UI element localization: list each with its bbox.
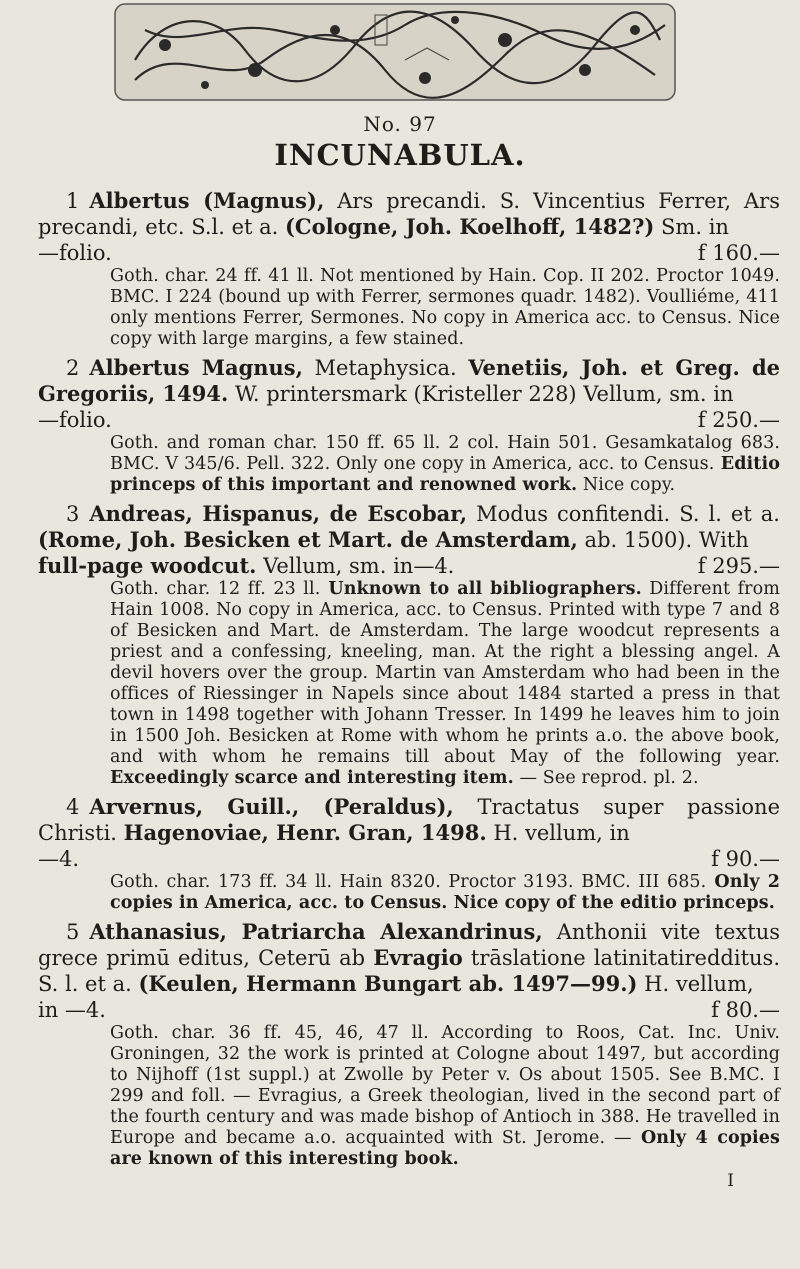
- entry-author: Albertus Magnus,: [89, 355, 303, 380]
- catalogue-entry-3: [38, 501, 780, 789]
- entry-format-text: H. vellum,: [637, 972, 754, 996]
- entry-heading: [38, 501, 780, 553]
- entry-imprint: (Rome, Joh. Besicken et Mart. de Amsterdam,: [38, 527, 578, 552]
- entry-title: Tractatus super passione Christi.: [38, 795, 781, 845]
- entry-notes: [110, 433, 780, 496]
- entry-notes-highlight: Only 4 copies are known of this interesting book.: [110, 1128, 780, 1169]
- entry-notes-highlight: Only 2 copies in America, acc. to Census. Nice copy of the editio princeps.: [110, 872, 780, 913]
- entry-price-line: [38, 553, 780, 579]
- entry-price: f 90.—: [711, 847, 780, 871]
- entry-format-highlight: full-page woodcut.: [38, 553, 257, 578]
- entry-notes: [110, 1023, 780, 1170]
- entry-notes-text: Goth. char. 173 ff. 34 ll. Hain 8320. Proctor 3193. BMC. III 685.: [110, 872, 707, 892]
- entry-format: —4.: [38, 847, 80, 871]
- entry-number: 2: [66, 356, 80, 380]
- entry-number: 5: [66, 920, 80, 944]
- catalogue-entry-4: [38, 794, 780, 914]
- entry-format: in —4.: [38, 998, 106, 1022]
- entry-heading: [38, 188, 780, 240]
- entry-imprint: Venetiis, Joh. et Greg. de Gregoriis, 1494.: [38, 355, 781, 406]
- signature-mark: I: [727, 1171, 734, 1191]
- entry-format-text: H. vellum, in: [486, 821, 630, 845]
- entry-title: Ars precandi. S. Vincentius Ferrer, Ars precandi, etc. S.l. et a.: [38, 189, 780, 239]
- decorative-ornament-banner: [105, 0, 685, 105]
- entry-title-cont: trāslatione latinitatiredditus. S. l. et a.: [38, 946, 780, 996]
- entry-author: Albertus (Magnus),: [89, 188, 325, 213]
- entry-price-line: [38, 407, 780, 433]
- entry-price: f 160.—: [697, 241, 780, 265]
- entry-imprint: (Cologne, Joh. Koelhoff, 1482?): [285, 214, 655, 239]
- entry-price-line: [38, 846, 780, 872]
- entry-imprint: Hagenoviae, Henr. Gran, 1498.: [123, 820, 487, 845]
- entry-translator: Evragio: [373, 945, 463, 970]
- entry-heading: [38, 794, 780, 846]
- entry-price: f 295.—: [697, 554, 780, 578]
- entry-notes-highlight: Editio princeps of this important and renowned work.: [110, 454, 781, 495]
- catalogue-entry-1: [38, 188, 780, 350]
- entry-number: 3: [66, 502, 80, 526]
- entry-notes-tail: — See reprod. pl. 2.: [513, 768, 699, 788]
- entry-notes-text: Goth. char. 12 ff. 23 ll.: [110, 579, 321, 599]
- entry-price: f 80.—: [711, 998, 780, 1022]
- entry-notes-body: Different from Hain 1008. No copy in America, acc. to Census. Printed with type 7 and 8 of Besicken and Mart. de Amsterdam. The large woodcut represents a priest and a confessing, kneeling, man. At the right a blessing angel. A devil hovers over the group. Martin van Amsterdam who had been in the offices of Riessinger in Napels since about 1484 started a press in that town in 1498 together with Johann Tresser. In 1499 he leaves him to join in 1500 Joh. Besicken at Rome with whom he prints a.o. the above book, and with whom he remains till about May of the following year.: [110, 579, 780, 767]
- entry-title: Metaphysica.: [302, 356, 469, 380]
- page-title: INCUNABULA.: [274, 138, 526, 172]
- entry-heading: [38, 355, 780, 407]
- entry-number: 1: [66, 189, 80, 213]
- catalogue-entry-2: [38, 355, 780, 496]
- entry-price: f 250.—: [697, 408, 780, 432]
- entry-title: Anthonii vite textus grece primū editus, Ceterū ab: [38, 920, 780, 970]
- entry-format: Vellum, sm. in—4.: [256, 554, 455, 578]
- entry-number: 4: [66, 795, 80, 819]
- catalogue-entry-5: [38, 919, 780, 1170]
- entry-notes: [110, 579, 780, 789]
- catalogue-number: No. 97: [363, 112, 437, 136]
- entry-author: Athanasius, Patriarcha Alexandrinus,: [89, 919, 543, 944]
- entry-notes: [110, 872, 780, 914]
- entry-imprint: (Keulen, Hermann Bungart ab. 1497—99.): [138, 971, 638, 996]
- entry-format-text: W. printersmark (Kristeller 228) Vellum, sm. in: [228, 382, 734, 406]
- entry-heading: [38, 919, 780, 997]
- entry-notes-tail: Nice copy.: [577, 475, 676, 495]
- entry-format-text: Sm. in: [654, 215, 729, 239]
- entry-author: Andreas, Hispanus, de Escobar,: [89, 501, 468, 526]
- entry-author: Arvernus, Guill., (Peraldus),: [89, 794, 454, 819]
- catalogue-entries: [38, 188, 780, 1191]
- entry-format: —folio.: [38, 241, 112, 265]
- entry-price-line: [38, 240, 780, 266]
- entry-format-text: ab. 1500). With: [577, 528, 749, 552]
- entry-format: —folio.: [38, 408, 112, 432]
- entry-notes-highlight: Unknown to all bibliographers.: [320, 579, 642, 599]
- entry-title: Modus confitendi. S. l. et a.: [467, 502, 780, 526]
- entry-price-line: [38, 997, 780, 1023]
- entry-notes-text: Goth. char. 36 ff. 45, 46, 47 ll. According to Roos, Cat. Inc. Univ. Groningen, 32 the work is printed at Cologne about 1497, but according to Nijhoff (1st suppl.) at Zwolle by Peter v. Os about 1505. See B.MC. I 299 and foll. — Evragius, a Greek theologian, lived in the second part of the fourth century and was made bishop of Antioch in 388. He travelled in Europe and became a.o. acquainted with St. Jerome. —: [110, 1023, 780, 1148]
- entry-notes-text: Goth. and roman char. 150 ff. 65 ll. 2 col. Hain 501. Gesamkatalog 683. BMC. V 345/6. Pell. 322. Only one copy in America, acc. to Census.: [110, 433, 780, 474]
- entry-notes: Goth. char. 24 ff. 41 ll. Not mentioned by Hain. Cop. II 202. Proctor 1049. BMC. I 224 (bound up with Ferrer, sermones quadr. 1482). Voulliéme, 411 only mentions Ferrer, Sermones. No copy in America acc. to Census. Nice copy with large margins, a few stained.: [110, 266, 780, 349]
- entry-notes-highlight-2: Exceedingly scarce and interesting item.: [110, 768, 514, 788]
